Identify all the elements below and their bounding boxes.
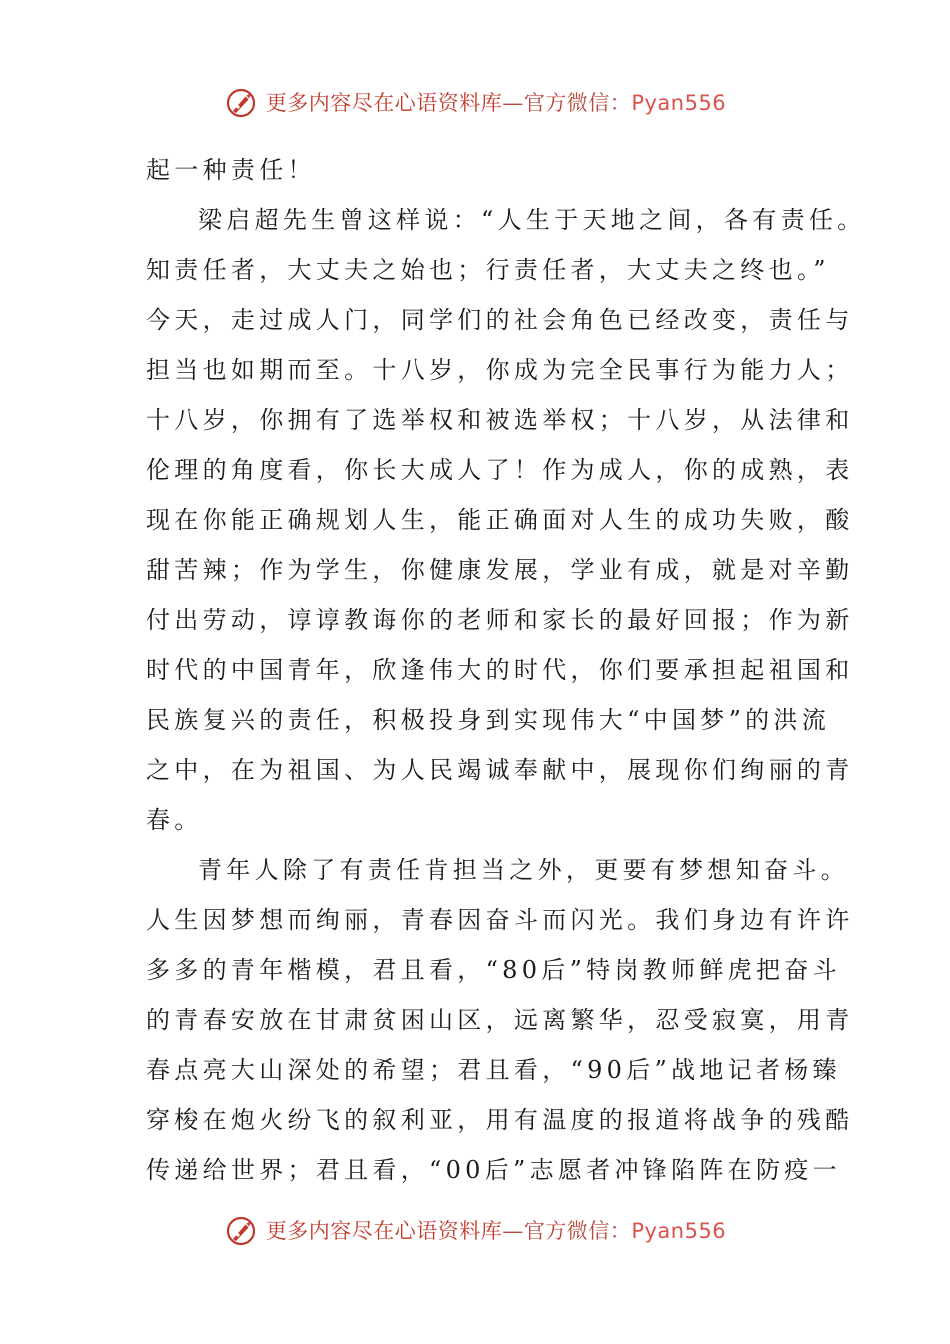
header-brand-text: 更多内容尽在心语资料库	[265, 91, 503, 115]
paragraph-start-line: 青年人除了有责任肯担当之外，更要有梦想知奋斗。	[198, 856, 849, 884]
text-line: 之中，在为祖国、为人民竭诚奉献中，展现你们绚丽的青	[146, 756, 854, 784]
pen-nib-circle-icon	[224, 1212, 260, 1248]
footer-wechat-label: —官方微信：	[502, 1219, 632, 1243]
header-text	[266, 87, 726, 117]
text-line: 今天，走过成人门，同学们的社会角色已经改变，责任与	[146, 306, 854, 334]
text-line: 十八岁，你拥有了选举权和被选举权；十八岁，从法律和	[146, 406, 854, 434]
text-line: 人生因梦想而绚丽，青春因奋斗而闪光。我们身边有许许	[146, 906, 854, 934]
text-line: 担当也如期而至。十八岁，你成为完全民事行为能力人；	[146, 356, 854, 384]
text-line: 伦理的角度看，你长大成人了！作为成人，你的成熟，表	[146, 456, 854, 484]
text-line: 春。	[146, 806, 203, 834]
footer-wechat-id: Pyan556	[631, 1219, 727, 1243]
text-line: 起一种责任！	[146, 156, 316, 184]
text-line: 甜苦辣；作为学生，你健康发展，学业有成，就是对辛勤	[146, 556, 854, 584]
text-line: 穿梭在炮火纷飞的叙利亚，用有温度的报道将战争的残酷	[146, 1106, 854, 1134]
footer-banner	[0, 1208, 950, 1252]
header-banner	[0, 80, 950, 124]
text-line: 时代的中国青年，欣逢伟大的时代，你们要承担起祖国和	[146, 656, 854, 684]
text-line: 多多的青年楷模，君且看，“80后”特岗教师鲜虎把奋斗	[146, 956, 841, 984]
footer-brand-text: 更多内容尽在心语资料库	[265, 1219, 503, 1243]
footer-text	[266, 1215, 726, 1245]
text-line: 知责任者，大丈夫之始也；行责任者，大丈夫之终也。”	[146, 256, 830, 284]
header-wechat-label: —官方微信：	[502, 91, 632, 115]
header-wechat-id: Pyan556	[631, 91, 727, 115]
text-line: 付出劳动，谆谆教诲你的老师和家长的最好回报；作为新	[146, 606, 854, 634]
text-line: 民族复兴的责任，积极投身到实现伟大“中国梦”的洪流	[146, 706, 831, 734]
text-line: 的青春安放在甘肃贫困山区，远离繁华，忍受寂寞，用青	[146, 1006, 854, 1034]
pen-nib-circle-icon	[224, 84, 260, 120]
text-line: 春点亮大山深处的希望；君且看，“90后”战地记者杨臻	[146, 1056, 841, 1084]
document-body	[146, 145, 866, 1195]
paragraph-start-line: 梁启超先生曾这样说：“人生于天地之间，各有责任。	[198, 206, 866, 234]
text-line: 传递给世界；君且看，“00后”志愿者冲锋陷阵在防疫一	[146, 1156, 841, 1184]
text-line: 现在你能正确规划人生，能正确面对人生的成功失败，酸	[146, 506, 854, 534]
